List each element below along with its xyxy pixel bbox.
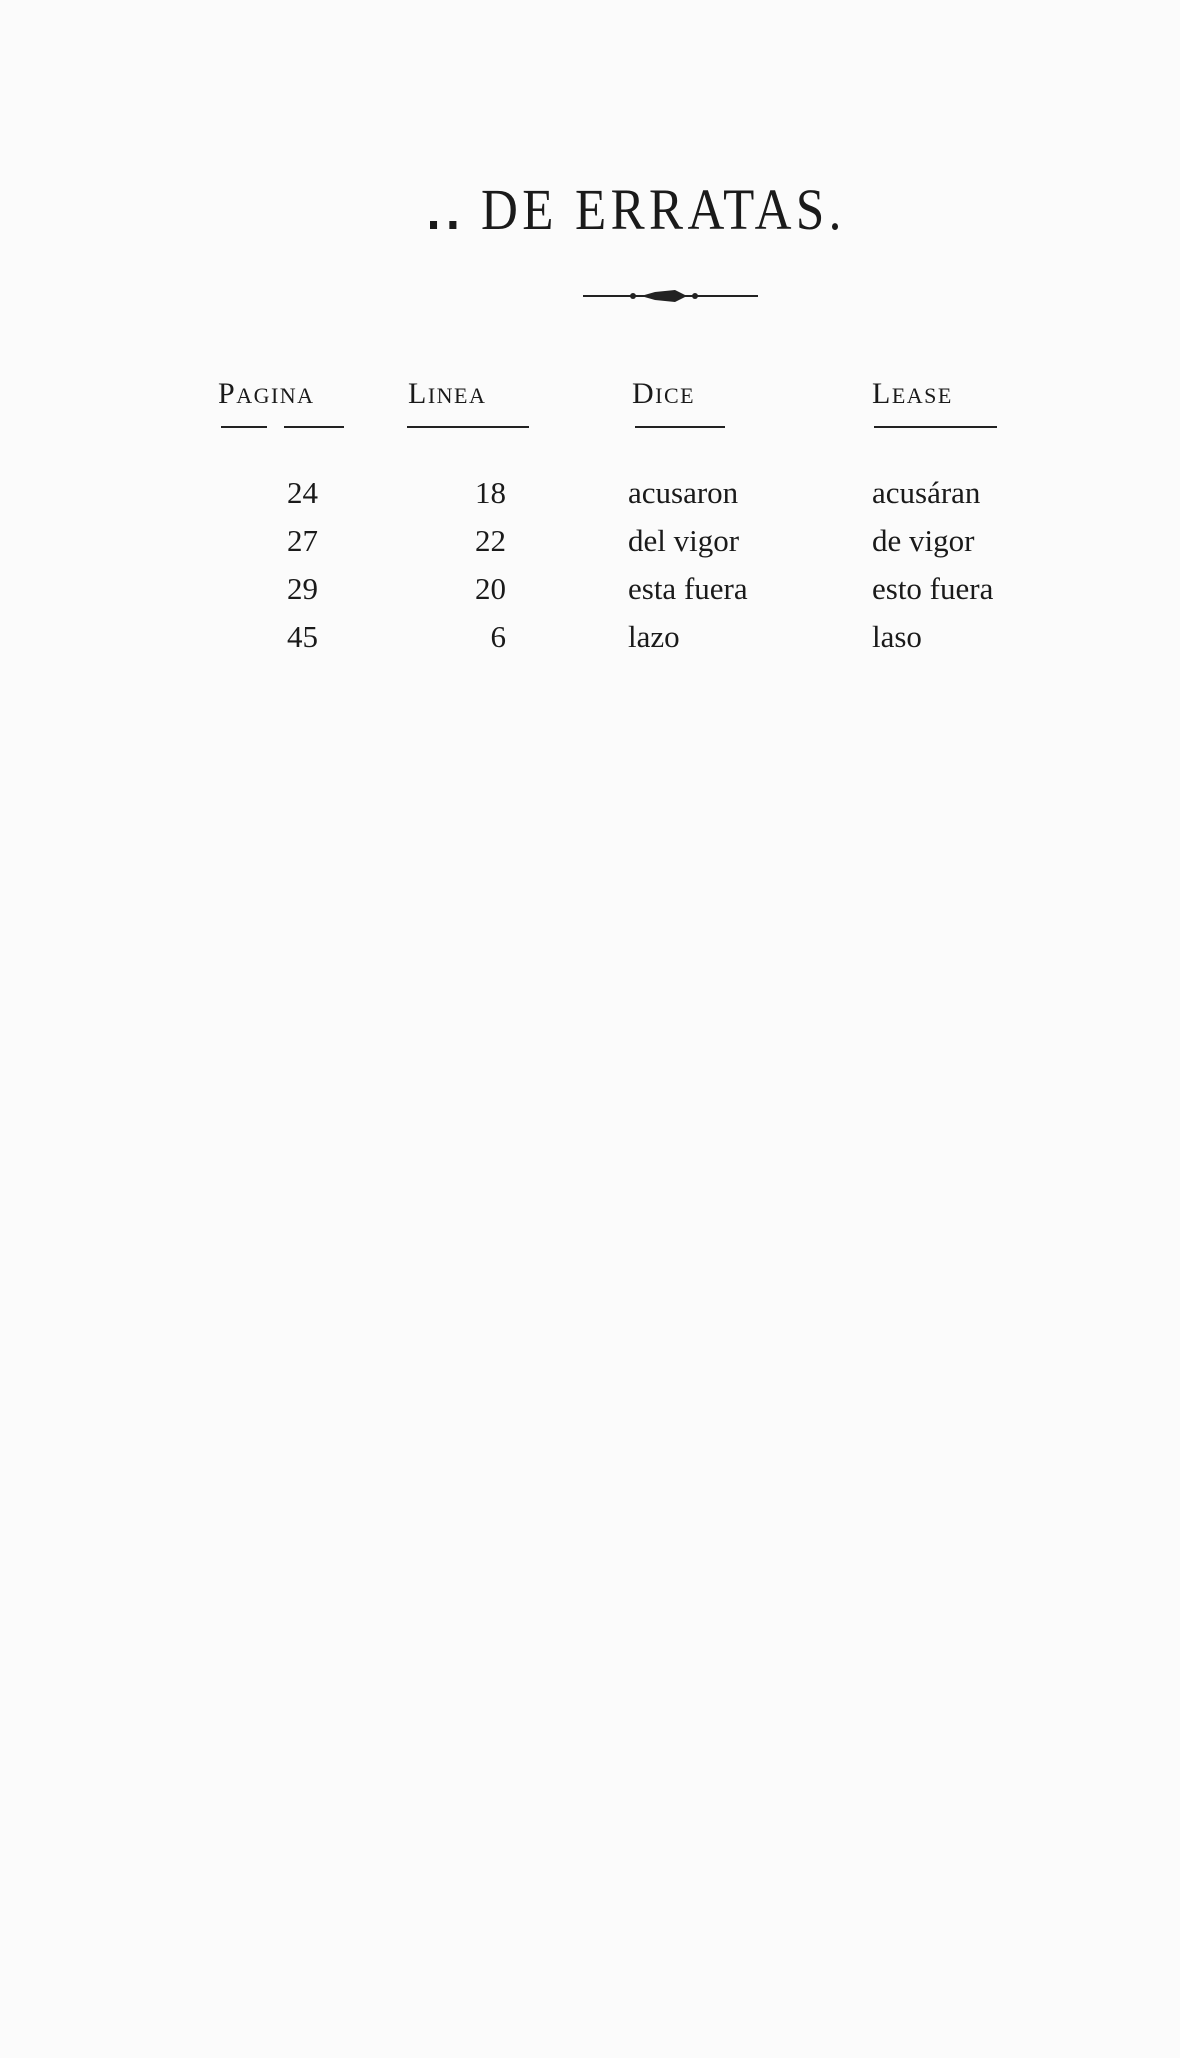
ornament-divider-icon bbox=[583, 286, 758, 306]
cell-pagina: 45 bbox=[287, 619, 318, 654]
cell-lease: esto fuera bbox=[872, 571, 994, 606]
cell-dice: esta fuera bbox=[628, 571, 748, 606]
header-linea: LINEA bbox=[408, 377, 487, 410]
cell-lease: acusáran bbox=[872, 475, 981, 510]
cell-dice: del vigor bbox=[628, 523, 740, 558]
header-lease: LEASE bbox=[872, 377, 953, 410]
cell-dice: acusaron bbox=[628, 475, 739, 510]
cell-linea: 18 bbox=[475, 475, 506, 510]
cell-linea: 6 bbox=[490, 619, 506, 654]
cell-pagina: 27 bbox=[287, 523, 318, 558]
header-rule-dice bbox=[635, 426, 725, 428]
cell-pagina: 24 bbox=[287, 475, 318, 510]
page-title bbox=[430, 176, 846, 243]
cell-lease: laso bbox=[872, 619, 922, 654]
cell-linea: 20 bbox=[475, 571, 506, 606]
damaged-title-glyphs bbox=[430, 176, 469, 243]
header-rule-linea bbox=[407, 426, 529, 428]
cell-linea: 22 bbox=[475, 523, 506, 558]
header-pagina: PAGINA bbox=[218, 377, 315, 410]
title-text: DE ERRATAS. bbox=[481, 177, 846, 242]
header-dice: DICE bbox=[632, 377, 696, 410]
cell-pagina: 29 bbox=[287, 571, 318, 606]
header-rule-pagina-b bbox=[284, 426, 344, 428]
header-rule-lease bbox=[874, 426, 997, 428]
cell-lease: de vigor bbox=[872, 523, 975, 558]
header-rule-pagina-a bbox=[221, 426, 267, 428]
cell-dice: lazo bbox=[628, 619, 680, 654]
